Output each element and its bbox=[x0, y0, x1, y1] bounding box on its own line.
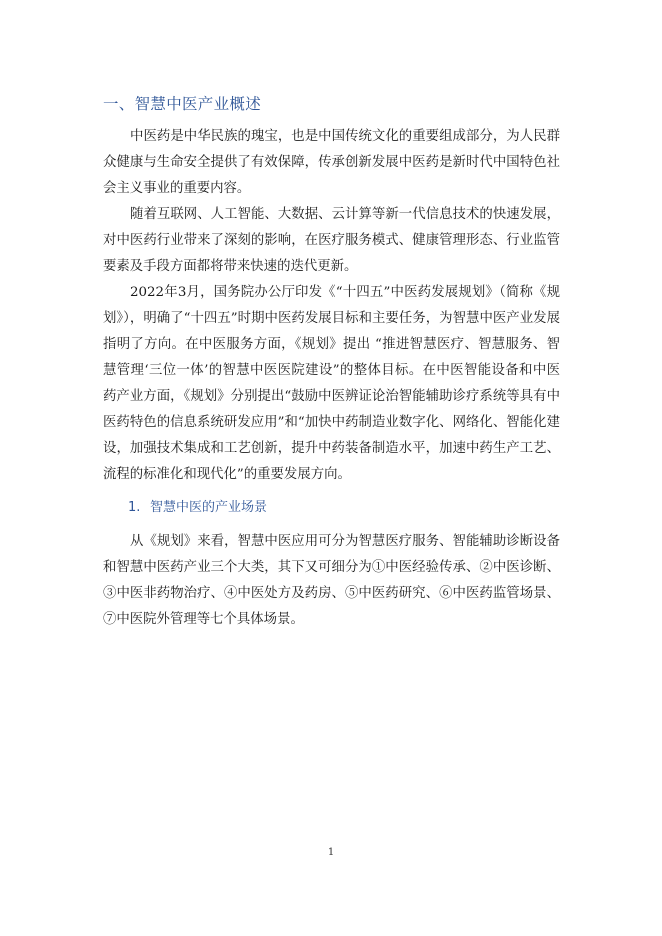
paragraph-plan: 2022年3月，国务院办公厅印发《“十四五”中医药发展规划》（简称《规划》），明确了“十四五”时期中医药发展目标和主要任务，为智慧中医产业发展指明了方向。在中医服务方面，《规划》提出 “推进智慧医疗、智慧服务、智慧管理‘三位一体’的智慧中医医院建设”的整体目标。在中医智能设备和中医药产业方面，《规划》分别提出“鼓励中医辨证论治智能辅助诊疗系统等具有中医药特色的信息系统研发应用”和“加快中药制造业数字化、网络化、智能化建设，加强技术集成和工艺创新，提升中药装备制造水平，加速中药生产工艺、流程的标准化和现代化”的重要发展方向。 bbox=[103, 285, 560, 482]
subsection-title: 智慧中医的产业场景 bbox=[150, 500, 268, 515]
paragraph-technology: 随着互联网、人工智能、大数据、云计算等新一代信息技术的快速发展，对中医药行业带来了深刻的影响，在医疗服务模式、健康管理形态、行业监管要素及手段方面都将带来快速的迭代更新。 bbox=[103, 207, 560, 274]
page-number: 1 bbox=[327, 847, 335, 858]
section-heading: 一、智慧中医产业概述 bbox=[103, 95, 262, 113]
subsection-heading bbox=[128, 496, 267, 515]
paragraph-intro: 中医药是中华民族的瑰宝，也是中国传统文化的重要组成部分，为人民群众健康与生命安全提供了有效保障，传承创新发展中医药是新时代中国特色社会主义事业的重要内容。 bbox=[103, 129, 560, 196]
subsection-number: 1. bbox=[128, 500, 141, 515]
paragraph-scenarios: 从《规划》来看，智慧中医应用可分为智慧医疗服务、智能辅助诊断设备和智慧中医药产业三个大类，其下又可细分为①中医经验传承、②中医诊断、③中医非药物治疗、④中医处方及药房、⑤中医药研究、⑥中医药监管场景、⑦中医院外管理等七个具体场景。 bbox=[103, 534, 560, 627]
